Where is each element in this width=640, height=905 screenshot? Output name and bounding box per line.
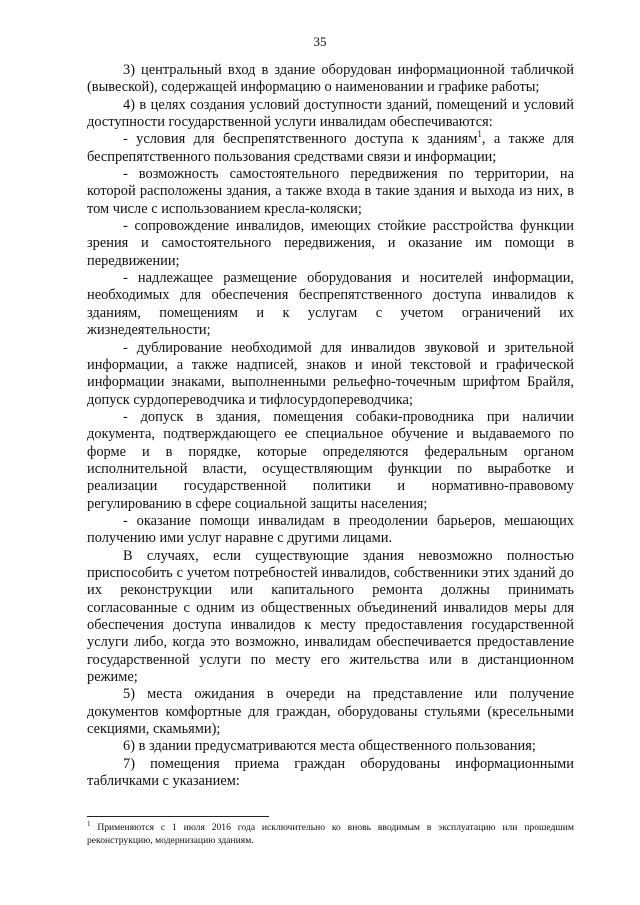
- page-number: 35: [313, 34, 327, 49]
- document-body: [87, 62, 574, 790]
- paragraph-item-3: 3) центральный вход в здание оборудован информационной табличкой (вывеской), содержащей информацию о наименовании и графике работы;: [87, 62, 574, 96]
- paragraph-bullet-movement: - возможность самостоятельного передвижения по территории, на которой расположены здания, а также входа в такие здания и выхода из них, в том числе с использованием кресла-коляски;: [87, 166, 574, 217]
- paragraph-item-5: 5) места ожидания в очереди на представление или получение документов комфортные для граждан, оборудованы стульями (кресельными секциями, скамьями);: [87, 686, 574, 738]
- footnote-divider: [87, 816, 269, 817]
- paragraph-text: , а также для беспрепятственного пользования средствами связи и информации;: [87, 131, 575, 165]
- paragraph-item-6: 6) в здании предусматриваются места общественного пользования;: [123, 738, 536, 755]
- footnote: [87, 819, 574, 847]
- paragraph-item-4: 4) в целях создания условий доступности зданий, помещений и условий доступности государственной услуги инвалидам обеспечиваются:: [87, 96, 574, 131]
- paragraph-bullet-access-conditions: [87, 131, 574, 166]
- paragraph-item-7: 7) помещения приема граждан оборудованы информационными табличками с указанием:: [87, 755, 574, 790]
- footnote-marker: 1: [87, 819, 91, 828]
- paragraph-existing-buildings: В случаях, если существующие здания невозможно полностью приспособить с учетом потребностей инвалидов, собственники этих зданий до их реконструкции или капитального ремонта должны принимать согласованные с одним из общественных объединений инвалидов меры для обеспечения доступа инвалидов к месту предоставления государственной услуги либо, когда это возможно, инвалидам обеспечивается предоставление государственной услуги по месту его жительства или в дистанционном режиме;: [87, 547, 574, 686]
- footnote-text: Применяются с 1 июля 2016 года исключительно ко вновь вводимым в эксплуатацию или прошедшим реконструкцию, модернизацию зданиям.: [87, 822, 574, 846]
- paragraph-bullet-duplication: - дублирование необходимой для инвалидов звуковой и зрительной информации, а также надписей, знаков и иной текстовой и графической информации знаками, выполненными рельефно-точечным шрифтом Брайля, допуск сурдопереводчика и тифлосурдопереводчика;: [87, 339, 574, 408]
- footnote-reference: 1: [477, 129, 482, 140]
- paragraph-bullet-escort: - сопровождение инвалидов, имеющих стойкие расстройства функции зрения и самостоятельного передвижения, и оказание им помощи в передвижении;: [87, 218, 574, 269]
- paragraph-bullet-equipment: - надлежащее размещение оборудования и носителей информации, необходимых для обеспечения беспрепятственного доступа инвалидов к зданиям, помещениям и к услугам с учетом ограничений их жизнедеятельности;: [87, 270, 574, 339]
- paragraph-text: - условия для беспрепятственного доступа к зданиям: [123, 131, 478, 148]
- paragraph-bullet-guide-dog: - допуск в здания, помещения собаки-проводника при наличии документа, подтверждающего ее специальное обучение и выдаваемого по форме и в порядке, которые определяются федеральным органом исполнительной власти, осуществляющим функции по выработке и реализации государственной политики и нормативно-правовому регулированию в сфере социальной защиты населения;: [87, 408, 574, 512]
- paragraph-bullet-assistance: - оказание помощи инвалидам в преодолении барьеров, мешающих получению ими услуг наравне с другими лицами.: [87, 512, 574, 547]
